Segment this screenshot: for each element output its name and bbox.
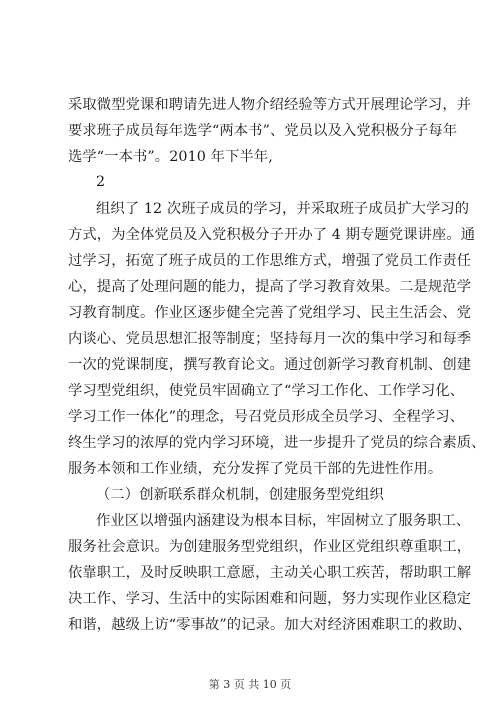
section-heading: （二）创新联系群众机制，创建服务型党组织 — [96, 487, 384, 503]
text-line: 决工作、学习、生活中的实际困难和问题，努力实现作业区稳定 — [68, 591, 472, 607]
text-line: 服务社会意识。为创建服务型党组织，作业区党组织尊重职工， — [68, 539, 472, 555]
inline-page-marker: 2 — [96, 174, 106, 190]
text-line: 服务本领和工作业绩，充分发挥了党员干部的先进性作用。 — [68, 461, 443, 477]
page-footer: 第 3 页 共 10 页 — [208, 678, 292, 691]
text-line: 作业区以增强内涵建设为根本目标，牢固树立了服务职工、 — [96, 513, 471, 529]
text-line: 学习工作一体化”的理念，号召党员形成全员学习、全程学习、 — [68, 409, 465, 425]
text-line: 过学习，拓宽了班子成员的工作思维方式，增强了党员工作责任 — [68, 253, 472, 269]
text-line: 终生学习的浓厚的党内学习环境，进一步提升了党员的综合素质、 — [68, 435, 486, 451]
text-line: 采取微型党课和聘请先进人物介绍经验等方式开展理论学习，并 — [68, 97, 472, 113]
text-line: 和谐，越级上访“零事故”的记录。加大对经济困难职工的救助、 — [68, 617, 472, 633]
text-line: 内谈心、党员思想汇报等制度；坚持每月一次的集中学习和每季 — [68, 331, 472, 347]
text-line: 依靠职工，及时反映职工意愿，主动关心职工疾苦，帮助职工解 — [68, 565, 472, 581]
text-line: 方式，为全体党员及入党积极分子开办了 4 期专题党课讲座。通 — [68, 227, 476, 243]
text-line: 选学“一本书”。2010 年下半年, — [68, 149, 273, 165]
text-line: 组织了 12 次班子成员的学习，并采取班子成员扩大学习的 — [96, 201, 470, 217]
text-line: 学习型党组织，使党员牢固确立了“学习工作化、工作学习化、 — [68, 383, 465, 399]
text-line: 心，提高了处理问题的能力，提高了学习教育效果。二是规范学 — [68, 279, 472, 295]
text-line: 一次的党课制度，撰写教育论文。通过创新学习教育机制、创建 — [68, 357, 472, 373]
text-line: 习教育制度。作业区逐步健全完善了党组学习、民主生活会、党 — [68, 305, 472, 321]
text-line: 要求班子成员每年选学“两本书”、党员以及入党积极分子每年 — [68, 123, 458, 139]
